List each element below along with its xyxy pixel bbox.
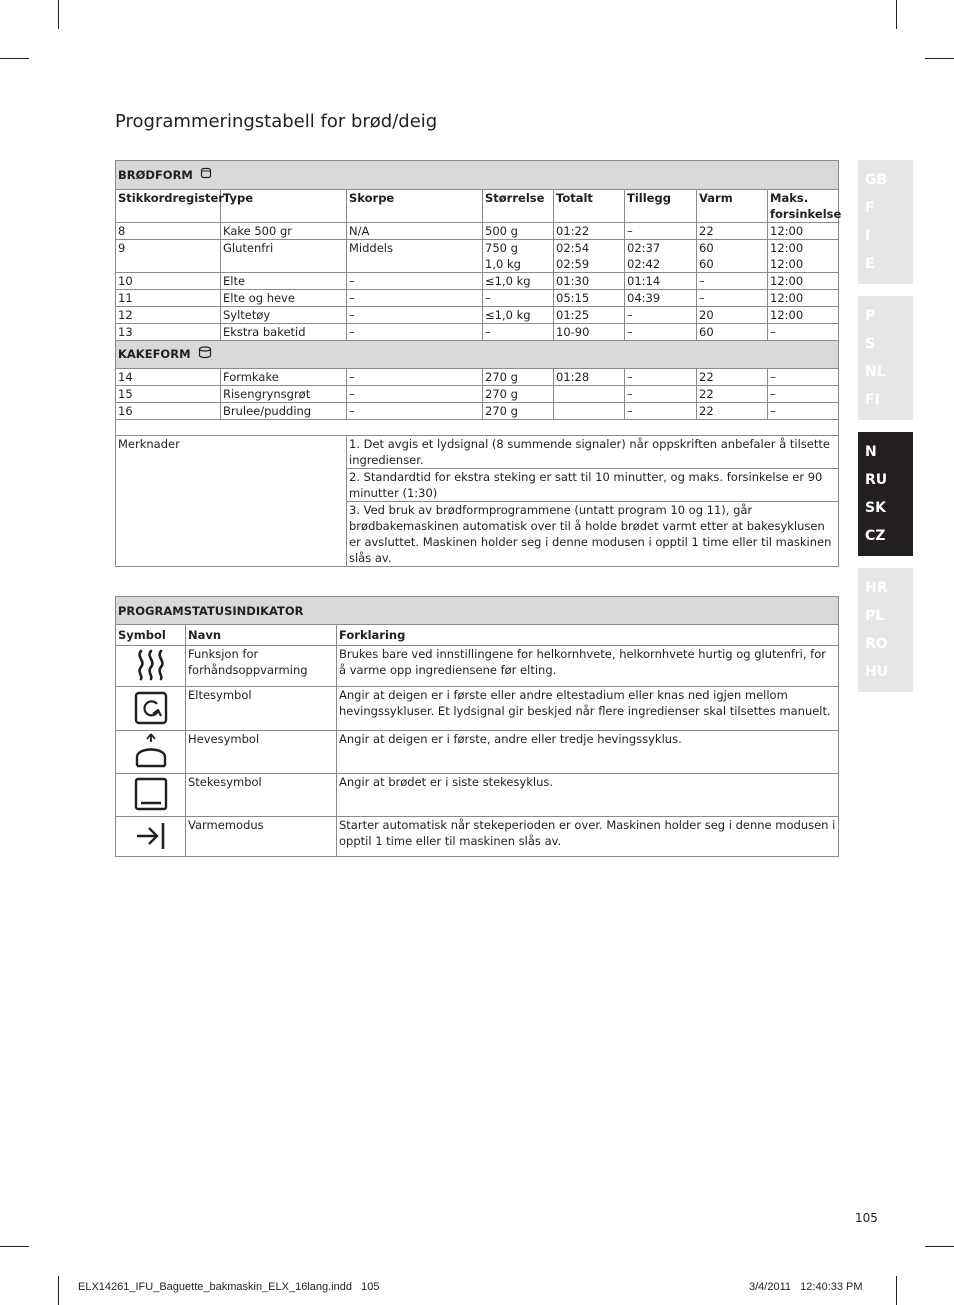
notes-label: Merknader	[116, 436, 347, 567]
symbol-description: Angir at deigen er i første, andre eller tredje hevingssyklus.	[337, 731, 839, 774]
symbol-cell	[116, 731, 186, 774]
cell: 12:00	[768, 223, 839, 240]
table-row	[116, 290, 839, 307]
status-indicator-table	[115, 596, 839, 857]
cell: Formkake	[221, 369, 347, 386]
symbol-description: Angir at deigen er i første eller andre eltestadium eller knas ned igjen mellom hevingssykluser. Et lydsignal gir beskjed når flere ingredienser skal tilsettes manuelt.	[337, 687, 839, 731]
cell: 12:00	[768, 256, 839, 273]
cell: –	[347, 290, 483, 307]
cell: 10	[116, 273, 221, 290]
cell: 20	[697, 307, 768, 324]
lang-tab[interactable]: RU	[865, 472, 888, 488]
cell: –	[697, 290, 768, 307]
cell: 22	[697, 369, 768, 386]
crop-mark	[0, 1246, 29, 1247]
symbol-cell	[116, 817, 186, 857]
language-group-active[interactable]	[858, 432, 913, 556]
cell: 11	[116, 290, 221, 307]
table-row	[116, 307, 839, 324]
lang-tab[interactable]: CZ	[865, 528, 886, 544]
table-row	[116, 731, 839, 774]
notes-row	[116, 436, 839, 469]
cell: 60	[697, 324, 768, 341]
cell: 01:30	[554, 273, 625, 290]
cell: –	[768, 403, 839, 420]
cell: 04:39	[625, 290, 697, 307]
cell: 12:00	[768, 307, 839, 324]
note-item: 1. Det avgis et lydsignal (8 summende signaler) når oppskriften anbefaler å tilsette ingredienser.	[347, 436, 839, 469]
language-group[interactable]	[858, 568, 913, 692]
cake-pan-icon	[198, 346, 212, 363]
note-item: 3. Ved bruk av brødformprogrammene (untatt program 10 og 11), går brødbakemaskinen automatisk over til å holde brødet varmt etter at bakesyklusen er avsluttet. Maskinen holder seg i denne modusen i opptil 1 time eller til maskinen slås av.	[347, 502, 839, 567]
bake-icon	[133, 776, 169, 812]
cell: Kake 500 gr	[221, 223, 347, 240]
symbol-description: Brukes bare ved innstillingene for helkornhvete, helkornhvete hurtig og glutenfri, for å varme opp ingrediensene før elting.	[337, 646, 839, 687]
cell: 02:42	[625, 256, 697, 273]
rise-icon	[133, 733, 169, 769]
lang-tab[interactable]: HU	[865, 664, 889, 680]
crop-mark	[0, 58, 29, 59]
cell: Glutenfri	[221, 240, 347, 273]
cell: 10-90	[554, 324, 625, 341]
cell: –	[625, 324, 697, 341]
column-header: Varm	[697, 190, 768, 223]
table-row	[116, 240, 839, 257]
lang-tab[interactable]: E	[865, 256, 875, 272]
bread-pan-icon	[200, 167, 212, 183]
lang-tab[interactable]: PL	[865, 608, 885, 624]
table-row	[116, 273, 839, 290]
page-number: 105	[855, 1211, 878, 1225]
symbol-description: Starter automatisk når stekeperioden er over. Maskinen holder seg i denne modusen i opptil 1 time eller til maskinen slås av.	[337, 817, 839, 857]
cell: –	[347, 307, 483, 324]
status-table-title: PROGRAMSTATUSINDIKATOR	[116, 597, 839, 625]
cell: –	[625, 386, 697, 403]
cell: Risengrynsgrøt	[221, 386, 347, 403]
cell: 8	[116, 223, 221, 240]
cell: –	[625, 307, 697, 324]
section-title: BRØDFORM	[118, 167, 193, 182]
language-group[interactable]	[858, 160, 913, 284]
column-header: Symbol	[116, 625, 186, 646]
cell: 01:22	[554, 223, 625, 240]
cell: 9	[116, 240, 221, 273]
symbol-name: Eltesymbol	[186, 687, 337, 731]
cell: 02:37	[625, 240, 697, 257]
cell: –	[347, 324, 483, 341]
crop-mark	[925, 58, 954, 59]
lang-tab[interactable]: FI	[865, 392, 880, 408]
cell: 750 g	[483, 240, 554, 257]
cell: 01:25	[554, 307, 625, 324]
column-header: Stikkordregister	[116, 190, 221, 223]
lang-tab[interactable]: I	[865, 228, 871, 244]
cell: 01:28	[554, 369, 625, 386]
column-header: Størrelse	[483, 190, 554, 223]
footer-filename: ELX14261_IFU_Baguette_bakmaskin_ELX_16lang.indd 105	[78, 1281, 380, 1293]
cell: –	[347, 386, 483, 403]
cell: 12:00	[768, 273, 839, 290]
cell: –	[768, 386, 839, 403]
cell: 16	[116, 403, 221, 420]
cell	[554, 403, 625, 420]
cell: 15	[116, 386, 221, 403]
lang-tab[interactable]: S	[865, 336, 876, 352]
lang-tab[interactable]: N	[865, 444, 877, 460]
cell: 270 g	[483, 386, 554, 403]
table-row	[116, 386, 839, 403]
cell: –	[347, 403, 483, 420]
symbol-description: Angir at brødet er i siste stekesyklus.	[337, 774, 839, 817]
cell: –	[625, 403, 697, 420]
lang-tab[interactable]: GB	[865, 172, 888, 188]
symbol-cell	[116, 774, 186, 817]
crop-mark	[58, 1276, 59, 1305]
table-row	[116, 324, 839, 341]
symbol-cell	[116, 646, 186, 687]
symbol-cell	[116, 687, 186, 731]
cell: 02:59	[554, 256, 625, 273]
cell: 14	[116, 369, 221, 386]
spacer-row	[116, 420, 839, 436]
cell: –	[768, 369, 839, 386]
knead-icon	[133, 690, 169, 726]
cell: 22	[697, 223, 768, 240]
table-row	[116, 646, 839, 687]
symbol-name: Stekesymbol	[186, 774, 337, 817]
column-header: Forklaring	[337, 625, 839, 646]
table-row	[116, 369, 839, 386]
note-item: 2. Standardtid for ekstra steking er satt til 10 minutter, og maks. forsinkelse er 90 minutter (1:30)	[347, 469, 839, 502]
cell: –	[483, 324, 554, 341]
cell: –	[768, 324, 839, 341]
crop-mark	[58, 0, 59, 29]
table-row	[116, 817, 839, 857]
cell: 270 g	[483, 403, 554, 420]
cell: 270 g	[483, 369, 554, 386]
cell: 60	[697, 240, 768, 257]
column-header: Maks. forsinkelse	[768, 190, 839, 223]
cell: –	[347, 369, 483, 386]
cell: 1,0 kg	[483, 256, 554, 273]
cell: Brulee/pudding	[221, 403, 347, 420]
column-header: Navn	[186, 625, 337, 646]
section-header-cake	[116, 341, 839, 369]
cell: Middels	[347, 240, 483, 273]
table-row	[116, 687, 839, 731]
preheat-icon	[133, 648, 169, 682]
column-header: Skorpe	[347, 190, 483, 223]
keep-warm-icon	[133, 820, 169, 852]
section-title: KAKEFORM	[118, 347, 191, 361]
lang-tab[interactable]: P	[865, 308, 876, 324]
cell: –	[625, 223, 697, 240]
cell: 12	[116, 307, 221, 324]
table-row	[116, 223, 839, 240]
lang-tab[interactable]: RO	[865, 636, 888, 652]
language-group[interactable]	[858, 296, 913, 420]
cell: 02:54	[554, 240, 625, 257]
crop-mark	[925, 1246, 954, 1247]
cell	[554, 386, 625, 403]
cell: 12:00	[768, 240, 839, 257]
cell: Syltetøy	[221, 307, 347, 324]
section-header-bread	[116, 161, 839, 190]
lang-tab[interactable]: F	[865, 200, 875, 216]
table-row	[116, 774, 839, 817]
cell: ≤1,0 kg	[483, 273, 554, 290]
cell: 12:00	[768, 290, 839, 307]
cell: 500 g	[483, 223, 554, 240]
cell: 22	[697, 403, 768, 420]
cell: ≤1,0 kg	[483, 307, 554, 324]
lang-tab[interactable]: SK	[865, 500, 886, 516]
column-header: Tillegg	[625, 190, 697, 223]
cell: –	[483, 290, 554, 307]
cell: 60	[697, 256, 768, 273]
cell: –	[625, 369, 697, 386]
cell: 01:14	[625, 273, 697, 290]
symbol-name: Hevesymbol	[186, 731, 337, 774]
symbol-name: Varmemodus	[186, 817, 337, 857]
cell: 05:15	[554, 290, 625, 307]
cell: 13	[116, 324, 221, 341]
lang-tab[interactable]: HR	[865, 580, 888, 596]
table-row	[116, 403, 839, 420]
page-title: Programmeringstabell for brød/deig	[115, 111, 438, 132]
symbol-name: Funksjon for forhåndsoppvarming	[186, 646, 337, 687]
cell: 22	[697, 386, 768, 403]
column-header: Type	[221, 190, 347, 223]
footer-datetime: 3/4/2011 12:40:33 PM	[749, 1281, 863, 1293]
cell: –	[697, 273, 768, 290]
column-header: Totalt	[554, 190, 625, 223]
cell: Elte og heve	[221, 290, 347, 307]
cell: N/A	[347, 223, 483, 240]
cell: Elte	[221, 273, 347, 290]
cell: –	[347, 273, 483, 290]
crop-mark	[896, 0, 897, 29]
cell: Ekstra baketid	[221, 324, 347, 341]
program-table	[115, 160, 842, 567]
lang-tab[interactable]: NL	[865, 364, 886, 380]
crop-mark	[896, 1276, 897, 1305]
